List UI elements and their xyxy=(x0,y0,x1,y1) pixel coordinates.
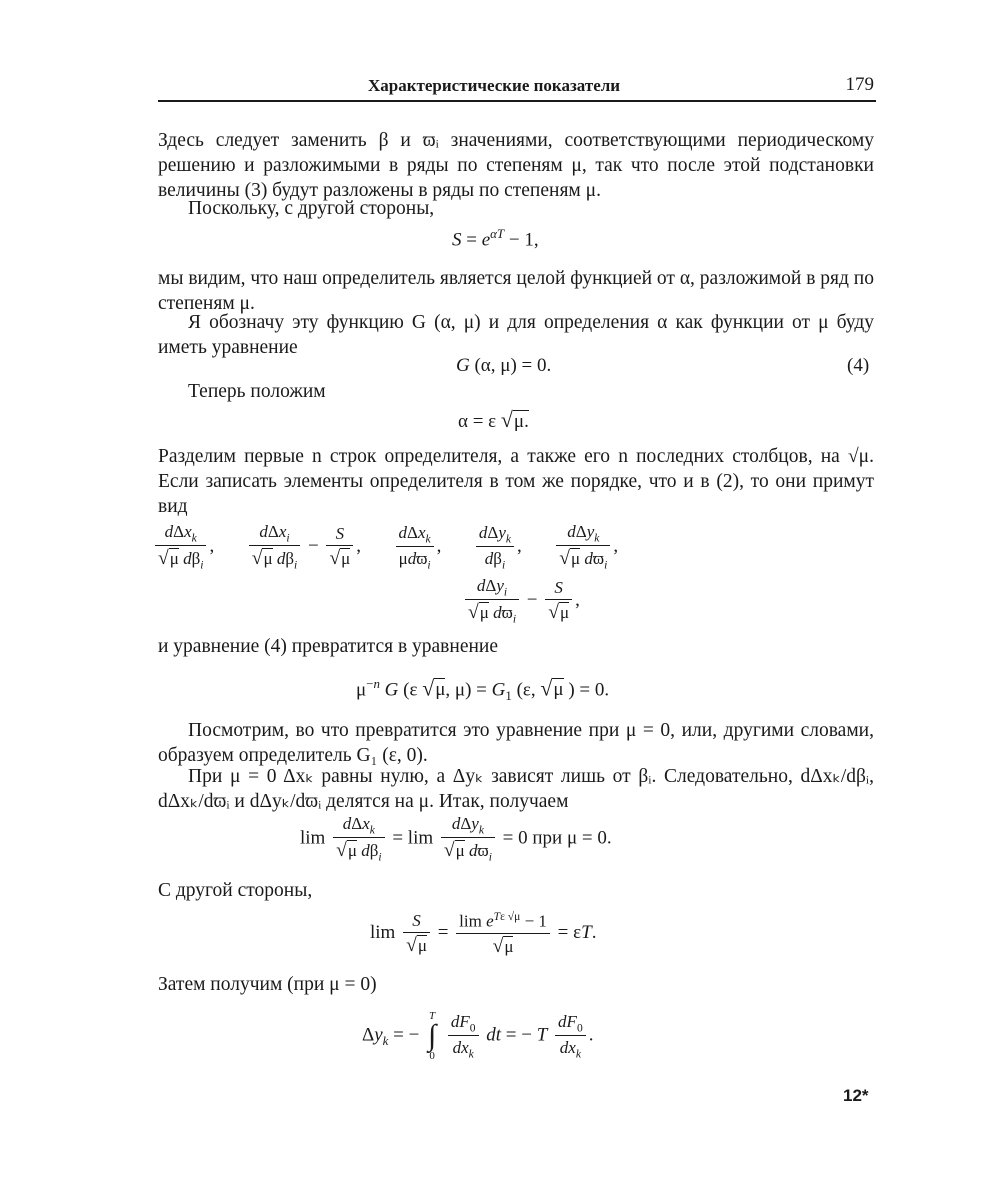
paragraph-7: и уравнение (4) превратится в уравнение xyxy=(158,636,499,657)
equation-delta-y: $\Delta y_k$ = − T ∫ 0 $\frac{dF_0}{dx_k}$ dt = − T $\frac{dF_0}{dx_k}$ . xyxy=(362,1010,594,1062)
equation-limit-s: lim $\frac{S}{√\mu}$ = $\frac{\lim e^{T\varepsilon √\mu} - 1}{√\mu}$ = εT. xyxy=(370,910,597,957)
paragraph-10: С другой стороны, xyxy=(158,880,313,901)
signature-mark: 12* xyxy=(843,1086,869,1105)
paragraph-6: Разделим первые n строк определителя, а также его n последних столбцов, на √μ. Если записать элементы определителя в том же порядке, что и в (2), то они примут вид xyxy=(158,446,874,517)
equation-s: $S = e^{\alpha T} - 1$, xyxy=(452,226,539,251)
paragraph-8: Посмотрим, во что превратится это уравнение при μ = 0, или, другими словами, образуем определитель G₁ (ε, 0). xyxy=(158,720,874,766)
paragraph-4: Я обозначу эту функцию G (α, μ) и для определения α как функции от μ буду иметь уравнение xyxy=(158,312,874,358)
equation-4-label: (4) xyxy=(847,355,870,376)
equation-4: G (α, μ) = 0. xyxy=(456,355,552,376)
paragraph-3: мы видим, что наш определитель является целой функцией от α, разложимой в ряд по степеням μ. xyxy=(158,268,874,314)
paragraph-2: Поскольку, с другой стороны, xyxy=(188,198,435,219)
paragraph-1: Здесь следует заменить β и ϖᵢ значениями, соответствующими периодическому решению и разложимыми в ряды по степеням μ, так что после этой подстановки величины (3) будут разложены в ряды по степеням μ. xyxy=(158,130,874,201)
page-number: 179 xyxy=(845,74,874,95)
equation-g1: $\mu^{-n}$ G (ε √μ, $\mu) = G_1$ (ε, √μ ) = 0. xyxy=(356,676,610,704)
paragraph-5: Теперь положим xyxy=(188,381,326,402)
paragraph-9: При μ = 0 Δxₖ равны нулю, а Δyₖ зависят лишь от βᵢ. Следовательно, dΔxₖ/dβᵢ, dΔxₖ/dϖᵢ и dΔyₖ/dϖᵢ делятся на μ. Итак, получаем xyxy=(158,766,874,812)
equation-alpha: α = ε √μ. xyxy=(458,408,529,432)
equation-elements-row1: $\frac{d\Delta x_k}{√\mu d\beta_i}$ , $\frac{d\Delta x_i}{√\mu d\beta_i}$ − $\frac{S}{√\mu}$ , $\frac{d\Delta x_k}{\mu dϖ_i}$ , $\frac{d\Delta y_k}{d\beta_i}$ , $\frac{d\Delta y_k}{√\mu dϖ_i}$ , xyxy=(152,522,618,572)
page-header xyxy=(158,74,876,102)
equation-limits: lim $\frac{d\Delta x_k}{√\mu d\beta_i}$ = lim $\frac{d\Delta y_k}{√\mu dϖ_i}$ = 0 при μ = 0. xyxy=(300,814,612,864)
running-head: Характеристические показатели xyxy=(368,76,621,95)
paragraph-11: Затем получим (при μ = 0) xyxy=(158,974,377,995)
equation-elements-row2: $\frac{d\Delta y_i}{√\mu dϖ_i}$ − $\frac{S}{√\mu}$ , xyxy=(462,576,580,626)
